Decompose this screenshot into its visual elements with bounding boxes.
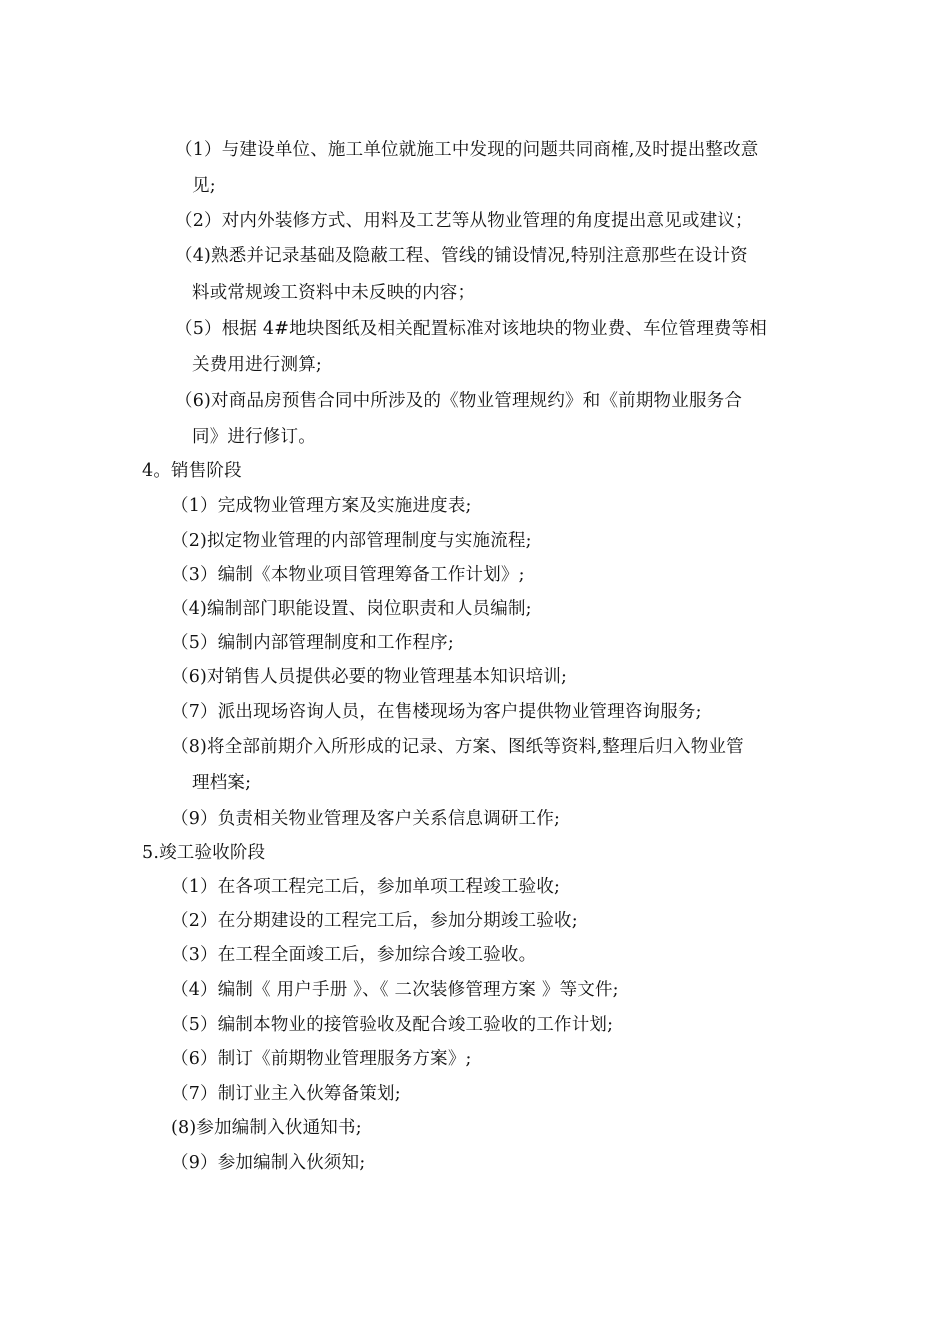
text-line: （2）在分期建设的工程完工后，参加分期竣工验收; — [171, 911, 578, 931]
text-line: （4)熟悉并记录基础及隐蔽工程、管线的铺设情况,特别注意那些在设计资 — [175, 246, 748, 266]
text-line: （6)对销售人员提供必要的物业管理基本知识培训; — [171, 667, 568, 687]
text-line: （2)拟定物业管理的内部管理制度与实施流程; — [171, 531, 532, 551]
text-line: 同》进行修订。 — [192, 427, 316, 447]
text-line: （2）对内外装修方式、用料及工艺等从物业管理的角度提出意见或建议； — [175, 211, 753, 231]
text-line: 见; — [192, 176, 216, 196]
text-line: （4)编制部门职能设置、岗位职责和人员编制; — [171, 599, 532, 619]
text-line: （1）在各项工程完工后，参加单项工程竣工验收; — [171, 877, 561, 897]
text-line: (8)参加编制入伙通知书; — [171, 1118, 362, 1138]
text-line: （4）编制《 用户手册 》、《 二次装修管理方案 》等文件; — [171, 980, 619, 1000]
text-line: （3）编制《本物业项目管理筹备工作计划》; — [171, 565, 525, 585]
text-line: （3）在工程全面竣工后，参加综合竣工验收。 — [171, 945, 537, 965]
text-line: （8)将全部前期介入所形成的记录、方案、图纸等资料,整理后归入物业管 — [171, 737, 744, 757]
text-line: （6)对商品房预售合同中所涉及的《物业管理规约》和《前期物业服务合 — [175, 391, 743, 411]
text-line: 关费用进行测算; — [192, 355, 322, 375]
text-line: （7）制订业主入伙筹备策划; — [171, 1084, 401, 1104]
text-line: （6）制订《前期物业管理服务方案》; — [171, 1049, 472, 1069]
text-line: （9）参加编制入伙须知; — [171, 1153, 366, 1173]
text-line: （1）完成物业管理方案及实施进度表; — [171, 496, 472, 516]
text-line: （1）与建设单位、施工单位就施工中发现的问题共同商榷,及时提出整改意 — [175, 140, 759, 160]
text-line: （7）派出现场咨询人员，在售楼现场为客户提供物业管理咨询服务; — [171, 702, 702, 722]
text-line: 理档案; — [192, 773, 252, 793]
text-line: （5）编制内部管理制度和工作程序; — [171, 633, 454, 653]
section-heading: 4。销售阶段 — [142, 461, 242, 481]
text-line: （9）负责相关物业管理及客户关系信息调研工作; — [171, 809, 561, 829]
text-line: （5）编制本物业的接管验收及配合竣工验收的工作计划; — [171, 1015, 614, 1035]
section-heading: 5.竣工验收阶段 — [142, 843, 266, 863]
text-line: （5）根据 4#地块图纸及相关配置标准对该地块的物业费、车位管理费等相 — [175, 319, 767, 339]
text-line: 料或常规竣工资料中未反映的内容； — [192, 283, 476, 303]
